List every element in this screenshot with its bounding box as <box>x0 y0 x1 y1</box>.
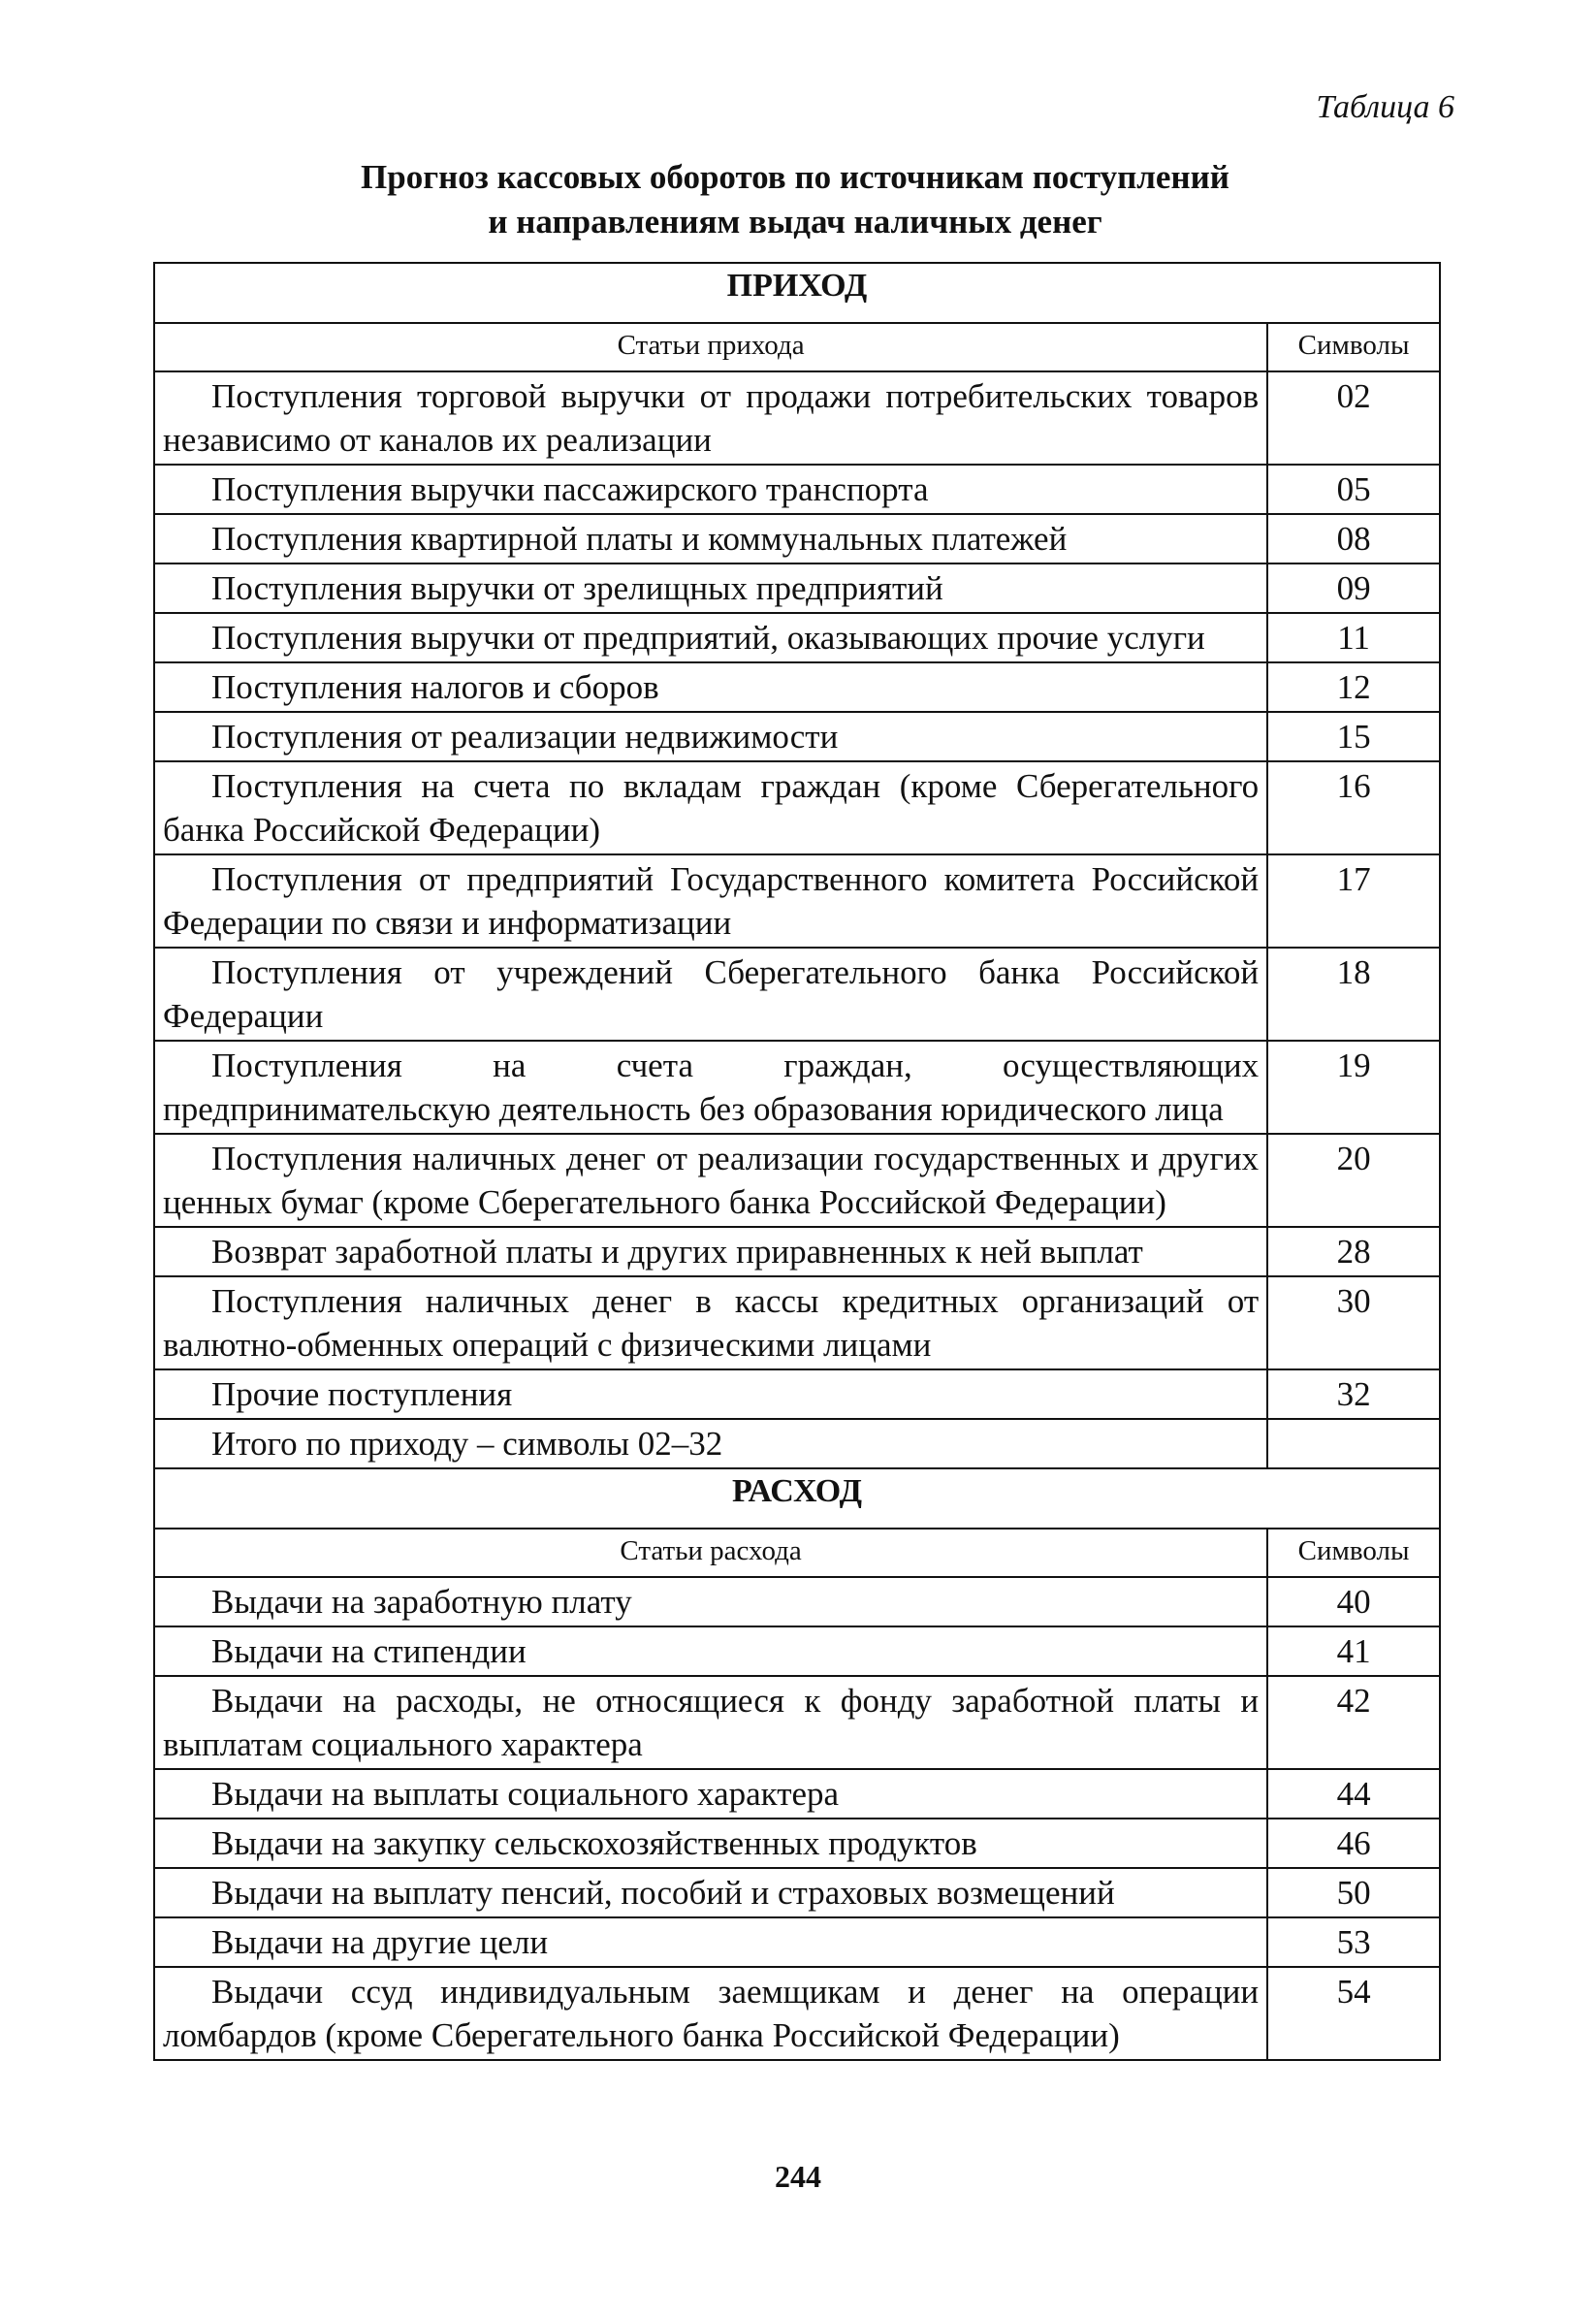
income-item: Поступления от реализации недвижимости <box>154 712 1267 761</box>
income-code: 09 <box>1267 563 1440 613</box>
expense-item: Выдачи ссуд индивидуальным заемщикам и денег на операции ломбардов (кроме Сберегательного банка Российской Федерации) <box>154 1967 1267 2060</box>
table-row <box>154 662 1440 712</box>
page-number: 244 <box>775 2159 821 2194</box>
income-code: 17 <box>1267 854 1440 948</box>
table-row <box>154 1134 1440 1227</box>
income-item: Поступления торговой выручки от продажи потребительских товаров независимо от каналов их реализации <box>154 371 1267 465</box>
expense-code: 40 <box>1267 1577 1440 1626</box>
income-code: 05 <box>1267 465 1440 514</box>
income-code: 28 <box>1267 1227 1440 1276</box>
expense-column-code-header: Символы <box>1267 1529 1440 1577</box>
income-item: Возврат заработной платы и других приравненных к ней выплат <box>154 1227 1267 1276</box>
expense-item: Выдачи на выплаты социального характера <box>154 1769 1267 1819</box>
income-item: Поступления выручки от предприятий, оказывающих прочие услуги <box>154 613 1267 662</box>
table-row <box>154 761 1440 854</box>
expense-code: 41 <box>1267 1626 1440 1676</box>
page-title-line-1: Прогноз кассовых оборотов по источникам поступлений <box>361 158 1229 196</box>
table-row <box>154 613 1440 662</box>
table-row <box>154 1967 1440 2060</box>
income-column-item-header: Статьи прихода <box>154 323 1267 371</box>
table-row <box>154 371 1440 465</box>
expense-code: 54 <box>1267 1967 1440 2060</box>
expense-item: Выдачи на стипендии <box>154 1626 1267 1676</box>
table-row <box>154 1369 1440 1419</box>
cash-turnover-table <box>153 262 1441 2061</box>
income-header-row <box>154 323 1440 371</box>
income-code: 32 <box>1267 1369 1440 1419</box>
page-title-line-2: и направлениям выдач наличных денег <box>488 203 1102 241</box>
income-code: 08 <box>1267 514 1440 563</box>
table-label: Таблица 6 <box>1316 89 1454 125</box>
income-code: 20 <box>1267 1134 1440 1227</box>
table-row <box>154 1917 1440 1967</box>
income-item: Поступления от предприятий Государственного комитета Российской Федерации по связи и информатизации <box>154 854 1267 948</box>
table-row <box>154 854 1440 948</box>
table-row <box>154 1819 1440 1868</box>
income-code: 12 <box>1267 662 1440 712</box>
expense-column-item-header: Статьи расхода <box>154 1529 1267 1577</box>
expense-code: 42 <box>1267 1676 1440 1769</box>
income-item: Поступления на счета по вкладам граждан (кроме Сберегательного банка Российской Федерации) <box>154 761 1267 854</box>
expense-item: Выдачи на заработную плату <box>154 1577 1267 1626</box>
expense-item: Выдачи на закупку сельскохозяйственных продуктов <box>154 1819 1267 1868</box>
income-code: 18 <box>1267 948 1440 1041</box>
income-item: Поступления наличных денег от реализации государственных и других ценных бумаг (кроме Сберегательного банка Российской Федерации) <box>154 1134 1267 1227</box>
table-row <box>154 465 1440 514</box>
income-total-code <box>1267 1419 1440 1468</box>
income-section-title: ПРИХОД <box>154 263 1440 323</box>
table-row <box>154 1041 1440 1134</box>
income-item: Поступления выручки от зрелищных предприятий <box>154 563 1267 613</box>
expense-code: 44 <box>1267 1769 1440 1819</box>
income-item: Поступления выручки пассажирского транспорта <box>154 465 1267 514</box>
page-title <box>150 155 1440 244</box>
expense-code: 50 <box>1267 1868 1440 1917</box>
expense-code: 53 <box>1267 1917 1440 1967</box>
expense-section-row <box>154 1468 1440 1529</box>
expense-item: Выдачи на выплату пенсий, пособий и страховых возмещений <box>154 1868 1267 1917</box>
income-total-label: Итого по приходу – символы 02–32 <box>154 1419 1267 1468</box>
table-row <box>154 1276 1440 1369</box>
expense-item: Выдачи на другие цели <box>154 1917 1267 1967</box>
table-row <box>154 1577 1440 1626</box>
income-item: Поступления от учреждений Сберегательного банка Российской Федерации <box>154 948 1267 1041</box>
income-code: 30 <box>1267 1276 1440 1369</box>
table-row <box>154 563 1440 613</box>
income-section-row <box>154 263 1440 323</box>
table-row <box>154 514 1440 563</box>
income-item: Поступления квартирной платы и коммунальных платежей <box>154 514 1267 563</box>
income-item: Поступления наличных денег в кассы кредитных организаций от валютно-обменных операций с физическими лицами <box>154 1276 1267 1369</box>
income-code: 16 <box>1267 761 1440 854</box>
expense-code: 46 <box>1267 1819 1440 1868</box>
table-row <box>154 1626 1440 1676</box>
income-column-code-header: Символы <box>1267 323 1440 371</box>
table-row <box>154 1227 1440 1276</box>
expense-header-row <box>154 1529 1440 1577</box>
expense-section-title: РАСХОД <box>154 1468 1440 1529</box>
table-row <box>154 712 1440 761</box>
table-row <box>154 948 1440 1041</box>
expense-item: Выдачи на расходы, не относящиеся к фонду заработной платы и выплатам социального характера <box>154 1676 1267 1769</box>
table-row <box>154 1868 1440 1917</box>
income-item: Поступления на счета граждан, осуществляющих предпринимательскую деятельность без образования юридического лица <box>154 1041 1267 1134</box>
table-row <box>154 1769 1440 1819</box>
income-item: Поступления налогов и сборов <box>154 662 1267 712</box>
income-item: Прочие поступления <box>154 1369 1267 1419</box>
income-code: 02 <box>1267 371 1440 465</box>
income-code: 11 <box>1267 613 1440 662</box>
income-total-row <box>154 1419 1440 1468</box>
table-row <box>154 1676 1440 1769</box>
income-code: 19 <box>1267 1041 1440 1134</box>
income-code: 15 <box>1267 712 1440 761</box>
